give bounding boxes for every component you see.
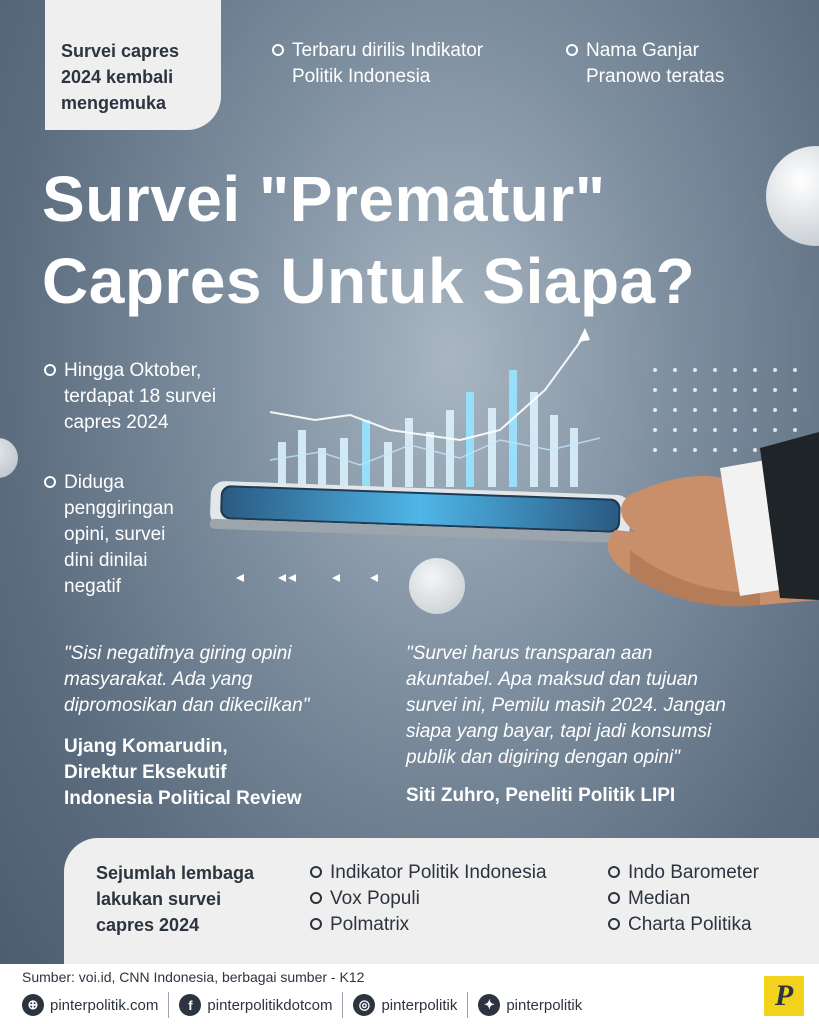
social-twitter-link[interactable] xyxy=(478,994,582,1016)
top-tag-line: Survei capres xyxy=(61,41,180,61)
dot-grid xyxy=(653,368,797,452)
social-label: pinterpolitik xyxy=(506,996,583,1014)
bullet-circle-icon xyxy=(272,44,284,56)
social-facebook-link[interactable] xyxy=(179,994,332,1016)
bullet-circle-icon xyxy=(44,476,56,488)
author-line: Direktur Eksekutif xyxy=(64,762,227,783)
top-tag xyxy=(45,0,221,130)
institutions-heading xyxy=(96,860,254,938)
quote-2 xyxy=(406,641,726,771)
page-title xyxy=(42,158,782,322)
institution-item: Vox Populi xyxy=(310,886,547,912)
tablet xyxy=(210,481,631,544)
social-instagram-link[interactable] xyxy=(353,994,457,1016)
quote-line: masyarakat. Ada yang xyxy=(64,669,253,690)
side-point-line: terdapat 18 survei xyxy=(64,386,217,407)
top-tag-line: 2024 kembali xyxy=(61,67,174,87)
divider xyxy=(168,992,169,1018)
trend-arrow-head xyxy=(578,328,590,342)
twitter-icon: ✦ xyxy=(478,994,500,1016)
bullet-circle-icon xyxy=(44,364,56,376)
quote-line: siapa yang bayar, tapi jadi konsumsi xyxy=(406,721,712,742)
header-bullet-2 xyxy=(566,38,724,90)
title-line: Capres Untuk Siapa? xyxy=(42,245,696,317)
quote-1-author xyxy=(64,734,302,812)
quote-line: dipromosikan dan dikecilkan" xyxy=(64,695,310,716)
bullet-line: Pranowo teratas xyxy=(586,66,725,87)
divider xyxy=(467,992,468,1018)
heading-line: lakukan survei xyxy=(96,889,222,909)
divider xyxy=(342,992,343,1018)
institutions-column-2 xyxy=(608,860,759,938)
bullet-circle-icon xyxy=(608,892,620,904)
social-links xyxy=(22,990,582,1020)
institution-item: Median xyxy=(608,886,759,912)
side-point-line: penggiringan xyxy=(64,498,174,519)
top-tag-line: mengemuka xyxy=(61,93,167,113)
social-label: pinterpolitik xyxy=(381,996,458,1014)
quote-line: "Sisi negatifnya giring opini xyxy=(64,643,292,664)
side-point-line: capres 2024 xyxy=(64,412,169,433)
instagram-icon: ◎ xyxy=(353,994,375,1016)
title-line: Survei "Prematur" xyxy=(42,163,606,235)
social-label: pinterpolitikdotcom xyxy=(207,996,333,1014)
hologram-bars xyxy=(278,370,578,487)
quote-line: survei ini, Pemilu masih 2024. Jangan xyxy=(406,695,727,716)
bullet-line: Terbaru dirilis Indikator xyxy=(292,40,484,61)
facebook-icon: f xyxy=(179,994,201,1016)
institutions-column-1 xyxy=(310,860,547,938)
side-point-line: opini, survei xyxy=(64,524,166,545)
institutions-panel xyxy=(64,838,819,964)
social-label: pinterpolitik.com xyxy=(50,996,159,1014)
institution-item: Indo Barometer xyxy=(608,860,759,886)
globe-icon: ⊕ xyxy=(22,994,44,1016)
header-bullet-1 xyxy=(272,38,483,90)
footer xyxy=(0,964,819,1024)
quote-line: publik dan digiring dengan opini" xyxy=(406,747,681,768)
author-line: Ujang Komarudin, xyxy=(64,736,228,757)
side-point-2 xyxy=(44,470,174,600)
source-text: Sumber: voi.id, CNN Indonesia, berbagai sumber - K12 xyxy=(22,969,365,985)
decorative-circle xyxy=(0,438,18,478)
institution-item: Charta Politika xyxy=(608,912,759,938)
social-website-link[interactable] xyxy=(22,994,158,1016)
side-point-line: Hingga Oktober, xyxy=(64,360,202,381)
bullet-line: Politik Indonesia xyxy=(292,66,431,87)
bullet-circle-icon xyxy=(310,866,322,878)
side-point-1 xyxy=(44,358,216,436)
bullet-line: Nama Ganjar xyxy=(586,40,699,61)
side-point-line: negatif xyxy=(64,576,122,597)
tablet-illustration xyxy=(200,320,819,620)
side-point-line: dini dinilai xyxy=(64,550,148,571)
heading-line: Sejumlah lembaga xyxy=(96,863,255,883)
bullet-circle-icon xyxy=(310,918,322,930)
institution-item: Indikator Politik Indonesia xyxy=(310,860,547,886)
bullet-circle-icon xyxy=(608,918,620,930)
quote-2-author xyxy=(406,783,675,809)
bullet-circle-icon xyxy=(566,44,578,56)
institution-item: Polmatrix xyxy=(310,912,547,938)
arrow-markers xyxy=(236,574,378,582)
heading-line: capres 2024 xyxy=(96,915,200,935)
side-point-line: Diduga xyxy=(64,472,125,493)
bullet-circle-icon xyxy=(608,866,620,878)
quote-1 xyxy=(64,641,309,719)
quote-line: "Survei harus transparan aan xyxy=(406,643,653,664)
quote-line: akuntabel. Apa maksud dan tujuan xyxy=(406,669,698,690)
author-line: Siti Zuhro, Peneliti Politik LIPI xyxy=(406,785,676,806)
brand-logo: P xyxy=(764,976,804,1016)
author-line: Indonesia Political Review xyxy=(64,788,302,809)
bullet-circle-icon xyxy=(310,892,322,904)
